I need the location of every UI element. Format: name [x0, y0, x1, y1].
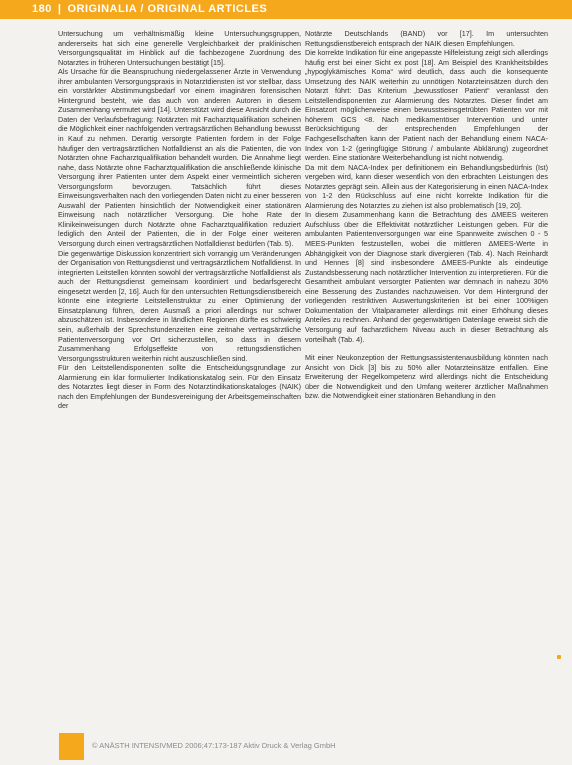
paragraph: Untersuchung um verhältnismäßig kleine Untersuchungsgruppen, andererseits hat sich eine generelle Vergleichbarkeit der praklinischen Versorgungsqualität im Hinblick auf die fachbezogene Zuordnung des Notarztes in früheren Untersuchungen bestätigt [15].	[58, 29, 301, 67]
continuation-marker	[557, 655, 561, 659]
left-column	[58, 29, 301, 411]
paragraph: Mit einer Neukonzeption der Rettungsassistentenausbildung könnten nach Ansicht von Dick [3] bis zu 50% aller Notarzteinsätze entfallen. Eine Erweiterung der Regelkompetenz wird allerdings nicht die Entscheidung über die Notwendigkeit und den Umfang weiterer ärztlicher Maßnahmen bzw. die Notwendigkeit einer stationären Behandlung in den	[305, 353, 548, 401]
paragraph: Da mit dem NACA-Index per definitionem ein Behandlungsbedürfnis (Ist) vergeben wird, kann dieser wesentlich von den erbrachten Leistungen des Notarztes geprägt sein. Allein aus der Kategorisierung in einen NACA-Index von 1-2 den Rückschluss auf eine nicht korrekte Indikation für die Alarmierung des Notarztes zu ziehen ist also problematisch [19, 20].	[305, 162, 548, 210]
paragraph: In diesem Zusammenhang kann die Betrachtung des ΔMEES weiteren Aufschluss über die Effektivität notärztlicher Leistungen geben. Für die ambulanten Patientenversorgungen war eine Spannweite zwischen 0 - 5 MEES-Punkten festzustellen, wobei die mittleren ΔMEES-Werte in Abhängigkeit von der Diagnose stark divergieren (Tab. 4). Nach Reinhardt und Hennes [8] sind insbesondere ΔMEES-Punkte als eindeutige Zustandsbesserung nach notärztlicher Intervention zu interpretieren. Für die Gesamtheit ambulant versorgter Patienten war demnach in nahezu 30% eine Besserung des Zustandes nachzuweisen. Vor dem Hintergrund der vorliegenden restriktiven Auswertungskriterien ist bei einer 100%igen Dokumentation der Vitalparameter allerdings mit einer Erhöhung dieses Anteiles zu rechnen. Anhand der gegenwärtigen Datenlage erweist sich die Versorgung auf facharztlichem Niveau auch in dieser Betrachtung als vorteilhaft (Tab. 4).	[305, 210, 548, 344]
paragraph: Die korrekte Indikation für eine angepasste Hilfeleistung zeigt sich allerdings häufig erst bei einer Sicht ex post [18]. Am Beispiel des Krankheitsbildes „hypoglykämisches Koma“ wird deutlich, dass auch die konsequente Umsetzung des NAIK weiterhin zu unnötigen Notarzteinsätzen durch den Notarzt führt: Das Kriterium „bewusstloser Patient“ veranlasst den Leitstellendisponenten zur Alarmierung des Notarztes. Dieser findet am Einsatzort möglicherweise einen bewusstseinsgetrübten Patienten vor mit höherem GCS <8. Nach medikamentöser Intervention und unter Berücksichtigung der entsprechenden Empfehlungen der Fachgesellschaften kann der Patient nach der Behandlung einem NACA-Index von 1-2 (geringfügige Störung / ambulante Abklärung) zugeordnet werden. Eine stationäre Weiterbehandlung ist nicht notwendig.	[305, 48, 548, 163]
footer-citation: © ANÄSTH INTENSIVMED 2006;47:173-187 Aktiv Druck & Verlag GmbH	[92, 741, 336, 750]
right-column	[305, 29, 548, 401]
page-number: 180	[32, 3, 52, 15]
section-title-en: ORIGINAL ARTICLES	[147, 3, 268, 15]
section-title: ORIGINALIA	[67, 3, 137, 15]
paragraph: Als Ursache für die Beanspruchung niedergelassener Ärzte in Verwendung ihrer ambulanten Versorgungspraxis in Notarztdiensten ist vor stellbar, dass ein vorstärkter Abstimmungsbedarf vor einem imaginären forensischen Hintergrund besteht, wie das auch von anderen Autoren in diesem Zusammenhang vermutet wird [14]. Unterstützt wird diese Ansicht durch die Daten der Verlaufsbefragung: Notärzten mit Facharztqualifikation scheinen die Möglichkeit einer nachfolgenden vertragsärztlichen Behandlung bewusst in Kauf zu nehmen. Derartig versorgte Patienten fordern in der Folge häufiger den vertragsärztlichen Notfalldienst an als die Patienten, die von Notärzten ohne Facharztqualifikation behandelt wurden. Die Annahme liegt nahe, dass Notärzte ohne Facharztqualifikation die anschließende klinische Versorgung ihrer Patienten unter dem Aspekt einer vermeintlich sicheren Versorgungsform bevorzugen. Tatsächlich führt dieses Einweisungsverhalten nach den vorliegenden Daten nicht zu einer besseren Auswahl der Patienten hinsichtlich der Notwendigkeit einer stationären Einweisung nach notärztlicher Versorgung. Die hohe Rate der Klinikeinweisungen durch Notärzte ohne Facharztqualifikation reduziert lediglich den Anteil der Patienten, die in der Folge einer weiteren Versorgung durch einen vertragsärztlichen Notfalldienst bedürfen (Tab. 5).	[58, 67, 301, 249]
paragraph: Für den Leitstellendisponenten sollte die Entscheidungsgrundlage zur Alarmierung ein klar formulierter Indikationskatalog sein. Für den Einsatz des Notarztes liegt dieser in Form des Notarztindikationskataloges (NAIK) nach den Empfehlungen der Bundesvereinigung der Arbeitsgemeinschaften der	[58, 363, 301, 411]
paragraph: Notärzte Deutschlands (BAND) vor [17]. Im untersuchten Rettungsdienstbereich entsprach der NAIK diesen Empfehlungen.	[305, 29, 548, 48]
footer-color-box	[59, 733, 84, 760]
running-header: 180 | ORIGINALIA / ORIGINAL ARTICLES	[32, 3, 268, 15]
paragraph: Die gegenwärtige Diskussion konzentriert sich vorrangig um Veränderungen der Organisation von Rettungsdienst und vertragsärztlichem Notfalldienst. In integrierten Leitstellen könnten sowohl der vertragsärztliche Notfalldienst als auch der Rettungsdienst gemeinsam koordiniert und bedarfsgerecht eingesetzt werden [2, 16]. Auch für den untersuchten Rettungsdienstbereich könnte eine integrierte Leitstellenstruktur zu einer Optimierung der Einsatzplanung führen, deren Ausmaß a priori allerdings nur schwer abzuschätzen ist. Insbesondere in ländlichen Regionen dürfte es schwierig sein, außerhalb der Sprechstundenzeiten eine zeitnahe vertragsärztliche Patientenversorgung vor Ort sicherzustellen, so dass in diesem Zusammenhang Erfolgseffekte von rettungsdienstlichen Versorgungsstrukturen weiterhin nicht auszuschließen sind.	[58, 248, 301, 363]
